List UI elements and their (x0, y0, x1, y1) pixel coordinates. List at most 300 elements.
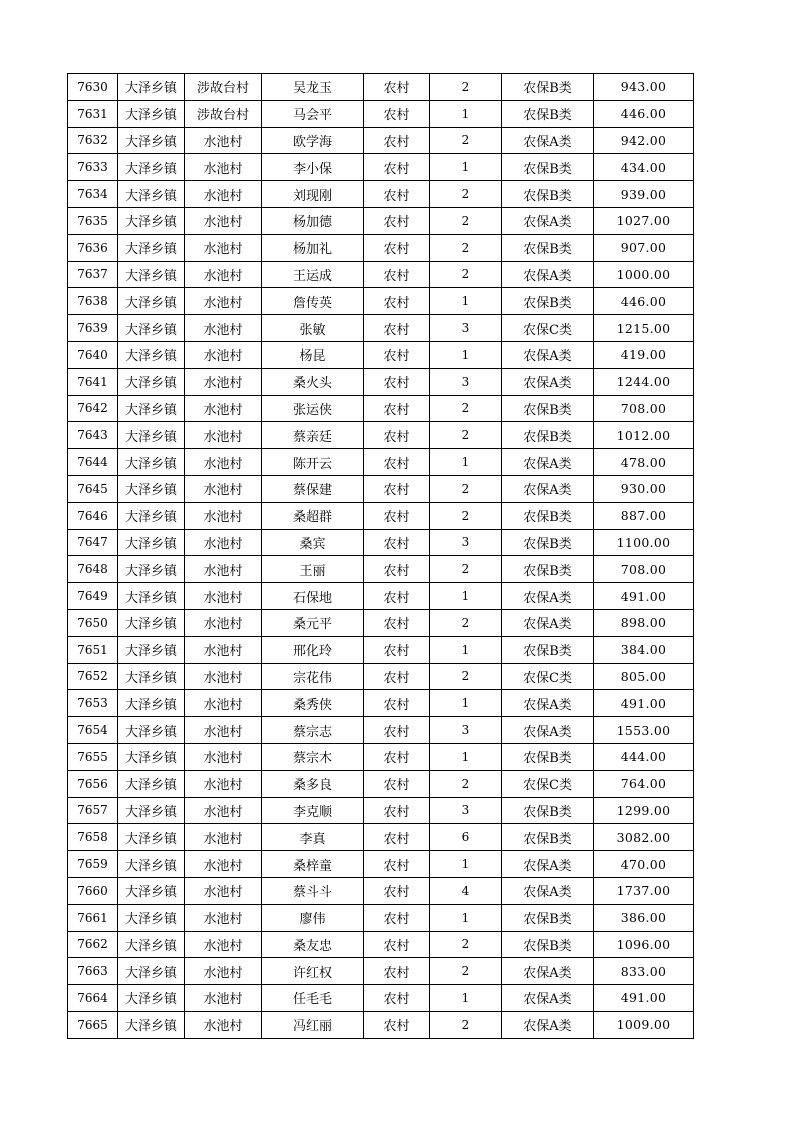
table-row (68, 368, 694, 395)
household-count-cell: 2 (430, 395, 502, 422)
household-count-cell: 1 (430, 690, 502, 717)
category-cell: 农保A类 (502, 475, 594, 502)
area-type-cell: 农村 (364, 529, 430, 556)
area-type-cell: 农村 (364, 181, 430, 208)
area-type-cell: 农村 (364, 877, 430, 904)
name-cell: 刘现刚 (262, 181, 364, 208)
table-row (68, 234, 694, 261)
township-cell: 大泽乡镇 (118, 261, 185, 288)
township-cell: 大泽乡镇 (118, 636, 185, 663)
category-cell: 农保A类 (502, 985, 594, 1012)
table-row (68, 931, 694, 958)
village-cell: 水池村 (185, 958, 262, 985)
category-cell: 农保B类 (502, 395, 594, 422)
village-cell: 涉故台村 (185, 100, 262, 127)
name-cell: 宗花伟 (262, 663, 364, 690)
amount-cell: 1100.00 (594, 529, 694, 556)
table-row (68, 315, 694, 342)
name-cell: 王丽 (262, 556, 364, 583)
household-count-cell: 1 (430, 743, 502, 770)
amount-cell: 446.00 (594, 100, 694, 127)
category-cell: 农保A类 (502, 958, 594, 985)
amount-cell: 1553.00 (594, 717, 694, 744)
township-cell: 大泽乡镇 (118, 958, 185, 985)
village-cell: 水池村 (185, 207, 262, 234)
table-row (68, 261, 694, 288)
category-cell: 农保B类 (502, 74, 594, 101)
amount-cell: 446.00 (594, 288, 694, 315)
village-cell: 水池村 (185, 770, 262, 797)
household-count-cell: 1 (430, 583, 502, 610)
household-count-cell: 1 (430, 449, 502, 476)
household-count-cell: 2 (430, 502, 502, 529)
township-cell: 大泽乡镇 (118, 663, 185, 690)
township-cell: 大泽乡镇 (118, 877, 185, 904)
name-cell: 冯红丽 (262, 1011, 364, 1038)
area-type-cell: 农村 (364, 904, 430, 931)
table-row (68, 690, 694, 717)
township-cell: 大泽乡镇 (118, 341, 185, 368)
table-row (68, 395, 694, 422)
name-cell: 杨昆 (262, 341, 364, 368)
township-cell: 大泽乡镇 (118, 931, 185, 958)
amount-cell: 444.00 (594, 743, 694, 770)
serial-number-cell: 7639 (68, 315, 118, 342)
name-cell: 桑多良 (262, 770, 364, 797)
serial-number-cell: 7632 (68, 127, 118, 154)
serial-number-cell: 7665 (68, 1011, 118, 1038)
amount-cell: 434.00 (594, 154, 694, 181)
category-cell: 农保B类 (502, 154, 594, 181)
township-cell: 大泽乡镇 (118, 449, 185, 476)
village-cell: 水池村 (185, 717, 262, 744)
amount-cell: 3082.00 (594, 824, 694, 851)
name-cell: 蔡宗志 (262, 717, 364, 744)
name-cell: 桑梓童 (262, 851, 364, 878)
table-row (68, 985, 694, 1012)
household-count-cell: 2 (430, 556, 502, 583)
table-row (68, 770, 694, 797)
table-row (68, 288, 694, 315)
household-count-cell: 1 (430, 341, 502, 368)
table-row (68, 797, 694, 824)
amount-cell: 708.00 (594, 395, 694, 422)
township-cell: 大泽乡镇 (118, 100, 185, 127)
serial-number-cell: 7651 (68, 636, 118, 663)
category-cell: 农保C类 (502, 663, 594, 690)
township-cell: 大泽乡镇 (118, 234, 185, 261)
village-cell: 水池村 (185, 985, 262, 1012)
village-cell: 涉故台村 (185, 74, 262, 101)
township-cell: 大泽乡镇 (118, 583, 185, 610)
amount-cell: 942.00 (594, 127, 694, 154)
table-row (68, 502, 694, 529)
serial-number-cell: 7663 (68, 958, 118, 985)
village-cell: 水池村 (185, 663, 262, 690)
village-cell: 水池村 (185, 824, 262, 851)
household-count-cell: 1 (430, 636, 502, 663)
household-count-cell: 1 (430, 851, 502, 878)
area-type-cell: 农村 (364, 958, 430, 985)
table-row (68, 663, 694, 690)
category-cell: 农保B类 (502, 529, 594, 556)
area-type-cell: 农村 (364, 663, 430, 690)
household-count-cell: 3 (430, 315, 502, 342)
name-cell: 许红权 (262, 958, 364, 985)
table-row (68, 475, 694, 502)
category-cell: 农保B类 (502, 100, 594, 127)
name-cell: 陈开云 (262, 449, 364, 476)
area-type-cell: 农村 (364, 743, 430, 770)
household-count-cell: 1 (430, 288, 502, 315)
amount-cell: 1215.00 (594, 315, 694, 342)
area-type-cell: 农村 (364, 100, 430, 127)
name-cell: 李克顺 (262, 797, 364, 824)
area-type-cell: 农村 (364, 395, 430, 422)
village-cell: 水池村 (185, 234, 262, 261)
category-cell: 农保A类 (502, 341, 594, 368)
category-cell: 农保B类 (502, 931, 594, 958)
serial-number-cell: 7655 (68, 743, 118, 770)
table-row (68, 743, 694, 770)
village-cell: 水池村 (185, 368, 262, 395)
table-row (68, 958, 694, 985)
household-count-cell: 2 (430, 234, 502, 261)
table-row (68, 1011, 694, 1038)
household-count-cell: 2 (430, 207, 502, 234)
category-cell: 农保B类 (502, 743, 594, 770)
village-cell: 水池村 (185, 690, 262, 717)
records-table (67, 73, 694, 1039)
township-cell: 大泽乡镇 (118, 207, 185, 234)
township-cell: 大泽乡镇 (118, 74, 185, 101)
household-count-cell: 1 (430, 904, 502, 931)
household-count-cell: 2 (430, 663, 502, 690)
name-cell: 石保地 (262, 583, 364, 610)
serial-number-cell: 7644 (68, 449, 118, 476)
serial-number-cell: 7643 (68, 422, 118, 449)
area-type-cell: 农村 (364, 288, 430, 315)
serial-number-cell: 7650 (68, 609, 118, 636)
table-row (68, 904, 694, 931)
village-cell: 水池村 (185, 315, 262, 342)
category-cell: 农保A类 (502, 609, 594, 636)
category-cell: 农保B类 (502, 288, 594, 315)
area-type-cell: 农村 (364, 261, 430, 288)
amount-cell: 491.00 (594, 583, 694, 610)
household-count-cell: 2 (430, 422, 502, 449)
amount-cell: 939.00 (594, 181, 694, 208)
amount-cell: 419.00 (594, 341, 694, 368)
township-cell: 大泽乡镇 (118, 181, 185, 208)
amount-cell: 930.00 (594, 475, 694, 502)
table-row (68, 181, 694, 208)
table-row (68, 583, 694, 610)
name-cell: 桑超群 (262, 502, 364, 529)
household-count-cell: 3 (430, 797, 502, 824)
category-cell: 农保B类 (502, 502, 594, 529)
township-cell: 大泽乡镇 (118, 743, 185, 770)
serial-number-cell: 7660 (68, 877, 118, 904)
township-cell: 大泽乡镇 (118, 502, 185, 529)
table-row (68, 422, 694, 449)
area-type-cell: 农村 (364, 636, 430, 663)
household-count-cell: 2 (430, 475, 502, 502)
category-cell: 农保B类 (502, 422, 594, 449)
category-cell: 农保B类 (502, 636, 594, 663)
serial-number-cell: 7630 (68, 74, 118, 101)
category-cell: 农保B类 (502, 181, 594, 208)
area-type-cell: 农村 (364, 770, 430, 797)
serial-number-cell: 7646 (68, 502, 118, 529)
table-row (68, 851, 694, 878)
amount-cell: 1027.00 (594, 207, 694, 234)
area-type-cell: 农村 (364, 583, 430, 610)
household-count-cell: 4 (430, 877, 502, 904)
township-cell: 大泽乡镇 (118, 475, 185, 502)
amount-cell: 898.00 (594, 609, 694, 636)
village-cell: 水池村 (185, 181, 262, 208)
village-cell: 水池村 (185, 904, 262, 931)
serial-number-cell: 7656 (68, 770, 118, 797)
name-cell: 蔡宗木 (262, 743, 364, 770)
amount-cell: 805.00 (594, 663, 694, 690)
village-cell: 水池村 (185, 1011, 262, 1038)
household-count-cell: 2 (430, 181, 502, 208)
amount-cell: 887.00 (594, 502, 694, 529)
name-cell: 邢化玲 (262, 636, 364, 663)
household-count-cell: 3 (430, 368, 502, 395)
village-cell: 水池村 (185, 395, 262, 422)
household-count-cell: 2 (430, 770, 502, 797)
name-cell: 张敏 (262, 315, 364, 342)
name-cell: 桑宾 (262, 529, 364, 556)
amount-cell: 478.00 (594, 449, 694, 476)
area-type-cell: 农村 (364, 690, 430, 717)
serial-number-cell: 7649 (68, 583, 118, 610)
name-cell: 欧学海 (262, 127, 364, 154)
household-count-cell: 1 (430, 154, 502, 181)
amount-cell: 1244.00 (594, 368, 694, 395)
area-type-cell: 农村 (364, 824, 430, 851)
name-cell: 张运侠 (262, 395, 364, 422)
township-cell: 大泽乡镇 (118, 1011, 185, 1038)
village-cell: 水池村 (185, 449, 262, 476)
amount-cell: 1096.00 (594, 931, 694, 958)
category-cell: 农保A类 (502, 261, 594, 288)
category-cell: 农保C类 (502, 770, 594, 797)
serial-number-cell: 7636 (68, 234, 118, 261)
table-row (68, 127, 694, 154)
serial-number-cell: 7637 (68, 261, 118, 288)
village-cell: 水池村 (185, 127, 262, 154)
category-cell: 农保A类 (502, 877, 594, 904)
township-cell: 大泽乡镇 (118, 556, 185, 583)
name-cell: 桑元平 (262, 609, 364, 636)
serial-number-cell: 7664 (68, 985, 118, 1012)
township-cell: 大泽乡镇 (118, 770, 185, 797)
village-cell: 水池村 (185, 502, 262, 529)
name-cell: 吴龙玉 (262, 74, 364, 101)
serial-number-cell: 7659 (68, 851, 118, 878)
name-cell: 桑火头 (262, 368, 364, 395)
household-count-cell: 2 (430, 609, 502, 636)
serial-number-cell: 7657 (68, 797, 118, 824)
township-cell: 大泽乡镇 (118, 690, 185, 717)
village-cell: 水池村 (185, 422, 262, 449)
village-cell: 水池村 (185, 851, 262, 878)
amount-cell: 943.00 (594, 74, 694, 101)
township-cell: 大泽乡镇 (118, 529, 185, 556)
village-cell: 水池村 (185, 341, 262, 368)
category-cell: 农保A类 (502, 368, 594, 395)
table-body (68, 74, 694, 1039)
area-type-cell: 农村 (364, 502, 430, 529)
serial-number-cell: 7647 (68, 529, 118, 556)
township-cell: 大泽乡镇 (118, 422, 185, 449)
category-cell: 农保A类 (502, 207, 594, 234)
name-cell: 杨加礼 (262, 234, 364, 261)
area-type-cell: 农村 (364, 127, 430, 154)
area-type-cell: 农村 (364, 315, 430, 342)
amount-cell: 1299.00 (594, 797, 694, 824)
name-cell: 王运成 (262, 261, 364, 288)
table-row (68, 824, 694, 851)
table-row (68, 556, 694, 583)
category-cell: 农保B类 (502, 904, 594, 931)
serial-number-cell: 7642 (68, 395, 118, 422)
township-cell: 大泽乡镇 (118, 288, 185, 315)
area-type-cell: 农村 (364, 368, 430, 395)
amount-cell: 384.00 (594, 636, 694, 663)
area-type-cell: 农村 (364, 797, 430, 824)
table-row (68, 449, 694, 476)
serial-number-cell: 7662 (68, 931, 118, 958)
category-cell: 农保C类 (502, 315, 594, 342)
category-cell: 农保B类 (502, 824, 594, 851)
village-cell: 水池村 (185, 609, 262, 636)
amount-cell: 386.00 (594, 904, 694, 931)
township-cell: 大泽乡镇 (118, 851, 185, 878)
amount-cell: 708.00 (594, 556, 694, 583)
amount-cell: 1012.00 (594, 422, 694, 449)
table-row (68, 609, 694, 636)
category-cell: 农保A类 (502, 1011, 594, 1038)
serial-number-cell: 7661 (68, 904, 118, 931)
household-count-cell: 6 (430, 824, 502, 851)
table-row (68, 636, 694, 663)
amount-cell: 764.00 (594, 770, 694, 797)
amount-cell: 491.00 (594, 985, 694, 1012)
serial-number-cell: 7638 (68, 288, 118, 315)
table-row (68, 74, 694, 101)
area-type-cell: 农村 (364, 234, 430, 261)
area-type-cell: 农村 (364, 717, 430, 744)
township-cell: 大泽乡镇 (118, 154, 185, 181)
household-count-cell: 2 (430, 958, 502, 985)
serial-number-cell: 7633 (68, 154, 118, 181)
household-count-cell: 2 (430, 74, 502, 101)
amount-cell: 470.00 (594, 851, 694, 878)
serial-number-cell: 7641 (68, 368, 118, 395)
name-cell: 蔡保建 (262, 475, 364, 502)
table-row (68, 341, 694, 368)
serial-number-cell: 7653 (68, 690, 118, 717)
serial-number-cell: 7631 (68, 100, 118, 127)
village-cell: 水池村 (185, 261, 262, 288)
amount-cell: 833.00 (594, 958, 694, 985)
village-cell: 水池村 (185, 797, 262, 824)
township-cell: 大泽乡镇 (118, 985, 185, 1012)
township-cell: 大泽乡镇 (118, 797, 185, 824)
serial-number-cell: 7658 (68, 824, 118, 851)
category-cell: 农保A类 (502, 127, 594, 154)
name-cell: 马会平 (262, 100, 364, 127)
table-row (68, 529, 694, 556)
name-cell: 蔡亲廷 (262, 422, 364, 449)
household-count-cell: 3 (430, 717, 502, 744)
township-cell: 大泽乡镇 (118, 315, 185, 342)
name-cell: 任毛毛 (262, 985, 364, 1012)
table-row (68, 154, 694, 181)
name-cell: 李小保 (262, 154, 364, 181)
household-count-cell: 2 (430, 1011, 502, 1038)
village-cell: 水池村 (185, 931, 262, 958)
household-count-cell: 1 (430, 100, 502, 127)
category-cell: 农保A类 (502, 717, 594, 744)
village-cell: 水池村 (185, 877, 262, 904)
village-cell: 水池村 (185, 288, 262, 315)
township-cell: 大泽乡镇 (118, 395, 185, 422)
village-cell: 水池村 (185, 475, 262, 502)
village-cell: 水池村 (185, 583, 262, 610)
category-cell: 农保B类 (502, 556, 594, 583)
village-cell: 水池村 (185, 636, 262, 663)
area-type-cell: 农村 (364, 931, 430, 958)
area-type-cell: 农村 (364, 449, 430, 476)
amount-cell: 907.00 (594, 234, 694, 261)
area-type-cell: 农村 (364, 422, 430, 449)
name-cell: 杨加德 (262, 207, 364, 234)
category-cell: 农保B类 (502, 234, 594, 261)
category-cell: 农保A类 (502, 851, 594, 878)
amount-cell: 1737.00 (594, 877, 694, 904)
area-type-cell: 农村 (364, 74, 430, 101)
category-cell: 农保A类 (502, 449, 594, 476)
township-cell: 大泽乡镇 (118, 609, 185, 636)
area-type-cell: 农村 (364, 985, 430, 1012)
table-row (68, 207, 694, 234)
area-type-cell: 农村 (364, 341, 430, 368)
household-count-cell: 2 (430, 127, 502, 154)
name-cell: 李真 (262, 824, 364, 851)
table-row (68, 717, 694, 744)
serial-number-cell: 7634 (68, 181, 118, 208)
village-cell: 水池村 (185, 743, 262, 770)
area-type-cell: 农村 (364, 556, 430, 583)
township-cell: 大泽乡镇 (118, 717, 185, 744)
household-count-cell: 3 (430, 529, 502, 556)
village-cell: 水池村 (185, 154, 262, 181)
category-cell: 农保A类 (502, 583, 594, 610)
household-count-cell: 1 (430, 985, 502, 1012)
table-row (68, 877, 694, 904)
category-cell: 农保A类 (502, 690, 594, 717)
area-type-cell: 农村 (364, 1011, 430, 1038)
area-type-cell: 农村 (364, 154, 430, 181)
amount-cell: 491.00 (594, 690, 694, 717)
amount-cell: 1009.00 (594, 1011, 694, 1038)
